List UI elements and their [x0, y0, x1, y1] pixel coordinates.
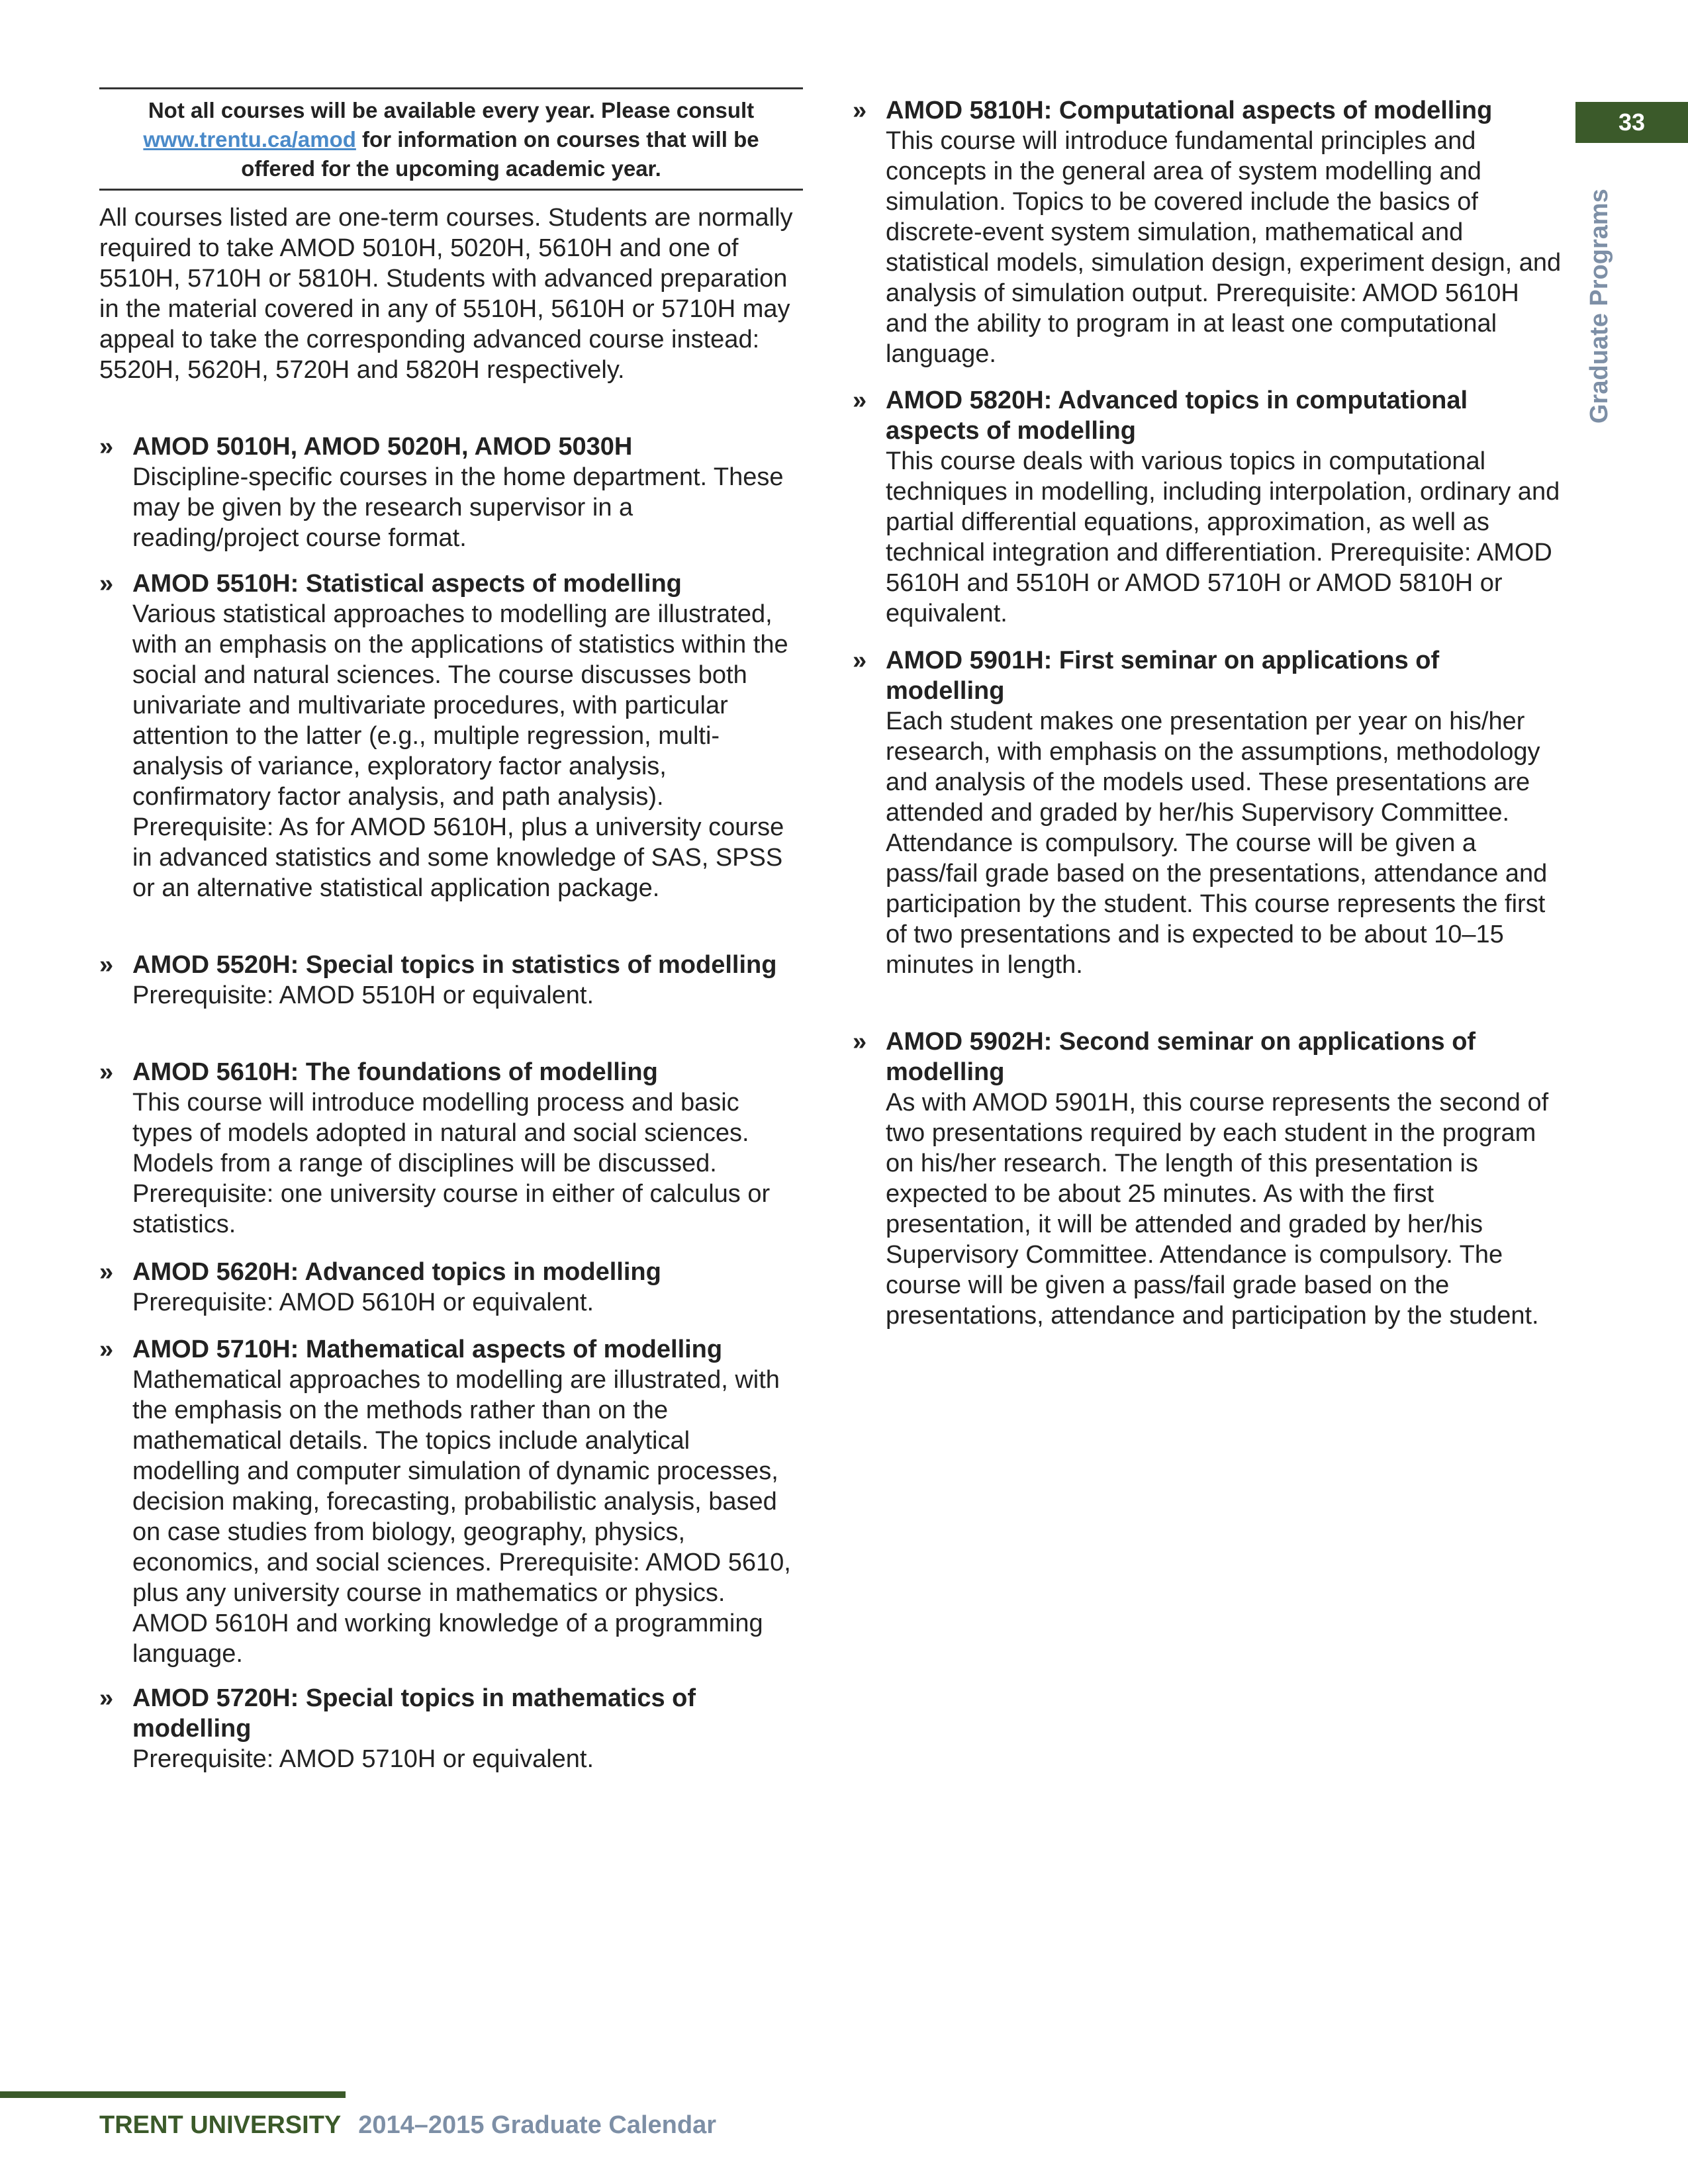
notice-line-2-rest: for information on courses that will be [355, 127, 759, 152]
course-title: AMOD 5820H: Advanced topics in computational aspects of modelling [886, 387, 1468, 445]
course-item [99, 1257, 804, 1318]
course-description: This course will introduce fundamental principles and concepts in the general area of system modelling and simulation. Topics to be covered include the basics of discrete-event system simulation, mathematical and statistical models, simulation design, experiment design, and analysis of simulation output. Prerequisite: AMOD 5610H and the ability to program in at least one computational language. [886, 127, 1562, 368]
bullet-marker: » [853, 387, 867, 414]
footer-rule [0, 2091, 346, 2098]
course-description: Various statistical approaches to modelling are illustrated, with an emphasis on the applications of statistics within the social and natural sciences. The course discusses both univariate and multivariate procedures, with particular attention to the latter (e.g., multiple regression, multi-analysis of variance, exploratory factor analysis, confirmatory factor analysis, and path analysis). Prerequisite: As for AMOD 5610H, plus a university course in advanced statistics and some knowledge of SAS, SPSS or an alternative statistical application package. [132, 600, 788, 902]
course-item [853, 385, 1562, 629]
course-description: This course deals with various topics in computational techniques in modelling, including interpolation, ordinary and partial differential equations, approximation, as well as technical integration and differentiation. Prerequisite: AMOD 5610H and 5510H or AMOD 5710H or AMOD 5810H or equivalent. [886, 447, 1560, 627]
course-title: AMOD 5010H, AMOD 5020H, AMOD 5030H [132, 433, 633, 461]
bullet-marker: » [99, 951, 114, 979]
bullet-marker: » [853, 1028, 867, 1056]
notice-line-3: offered for the upcoming academic year. [241, 156, 661, 181]
page-number: 33 [1618, 109, 1646, 136]
course-description: Prerequisite: AMOD 5710H or equivalent. [132, 1745, 594, 1773]
course-item [99, 950, 804, 1011]
course-item [99, 569, 804, 903]
course-description: This course will introduce modelling process and basic types of models adopted in natural and social sciences. Models from a range of disciplines will be discussed. Prerequisite: one university course in either of calculus or statistics. [132, 1089, 771, 1238]
course-description: Each student makes one presentation per year on his/her research, with emphasis on the assumptions, methodology and analysis of the models used. These presentations are attended and graded by her/his Supervisory Committee. Attendance is compulsory. The course will be given a pass/fail grade based on the presentations, attendance and participation by the student. This course represents the first of two presentations and is expected to be about 10–15 minutes in length. [886, 707, 1548, 979]
notice-line-1: Not all courses will be available every year. Please consult [148, 98, 755, 122]
course-title: AMOD 5610H: The foundations of modelling [132, 1058, 658, 1086]
course-description: Mathematical approaches to modelling are illustrated, with the emphasis on the methods rather than on the mathematical details. The topics include analytical modelling and computer simulation of dynamic processes, decision making, forecasting, probabilistic analysis, based on case studies from biology, geography, physics, economics, and social sciences. Prerequisite: AMOD 5610, plus any university course in mathematics or physics. AMOD 5610H and working knowledge of a programming language. [132, 1366, 791, 1668]
course-title: AMOD 5720H: Special topics in mathematics of modelling [132, 1684, 696, 1743]
course-title: AMOD 5710H: Mathematical aspects of modelling [132, 1336, 723, 1363]
bullet-marker: » [853, 647, 867, 674]
course-item [99, 1683, 804, 1774]
bullet-marker: » [853, 97, 867, 124]
course-title: AMOD 5520H: Special topics in statistics of modelling [132, 951, 777, 979]
availability-notice [99, 87, 803, 191]
course-description: Prerequisite: AMOD 5510H or equivalent. [132, 981, 594, 1009]
bullet-marker: » [99, 1336, 114, 1363]
bullet-marker: » [99, 570, 114, 598]
course-item [853, 1026, 1562, 1331]
footer-university: TRENT UNIVERSITY [99, 2111, 342, 2139]
notice-line-2 [99, 125, 803, 154]
course-item [853, 95, 1562, 369]
course-item [99, 1334, 804, 1669]
bullet-marker: » [99, 1058, 114, 1086]
course-item [99, 1057, 804, 1240]
course-title: AMOD 5902H: Second seminar on applications of modelling [886, 1028, 1476, 1086]
footer-calendar: 2014–2015 Graduate Calendar [358, 2111, 717, 2139]
course-title: AMOD 5620H: Advanced topics in modelling [132, 1258, 661, 1286]
course-description: As with AMOD 5901H, this course represents the second of two presentations required by each student in the program on his/her research. The length of this presentation is expected to be about 25 minutes. As with the first presentation, it will be attended and graded by her/his Supervisory Committee. Attendance is compulsory. The course will be given a pass/fail grade based on the presentations, attendance and participation by the student. [886, 1089, 1549, 1330]
page-footer [99, 2111, 716, 2140]
page-number-tab [1575, 102, 1688, 143]
course-item [99, 432, 804, 553]
bullet-marker: » [99, 1684, 114, 1712]
course-title: AMOD 5810H: Computational aspects of modelling [886, 97, 1493, 124]
course-title: AMOD 5901H: First seminar on applications of modelling [886, 647, 1440, 705]
course-title: AMOD 5510H: Statistical aspects of modelling [132, 570, 682, 598]
bullet-marker: » [99, 433, 114, 461]
section-label: Graduate Programs [1585, 189, 1613, 424]
amod-website-link[interactable]: www.trentu.ca/amod [143, 127, 356, 152]
course-description: Prerequisite: AMOD 5610H or equivalent. [132, 1289, 594, 1316]
course-description: Discipline-specific courses in the home department. These may be given by the research supervisor in a reading/project course format. [132, 463, 784, 552]
intro-paragraph: All courses listed are one-term courses. Students are normally required to take AMOD 5010H, 5020H, 5610H and one of 5510H, 5710H or 5810H. Students with advanced preparation in the material covered in any of 5510H, 5610H or 5710H may appeal to take the corresponding advanced course instead: 5520H, 5620H, 5720H and 5820H respectively. [99, 204, 793, 384]
bullet-marker: » [99, 1258, 114, 1286]
course-item [853, 645, 1562, 980]
